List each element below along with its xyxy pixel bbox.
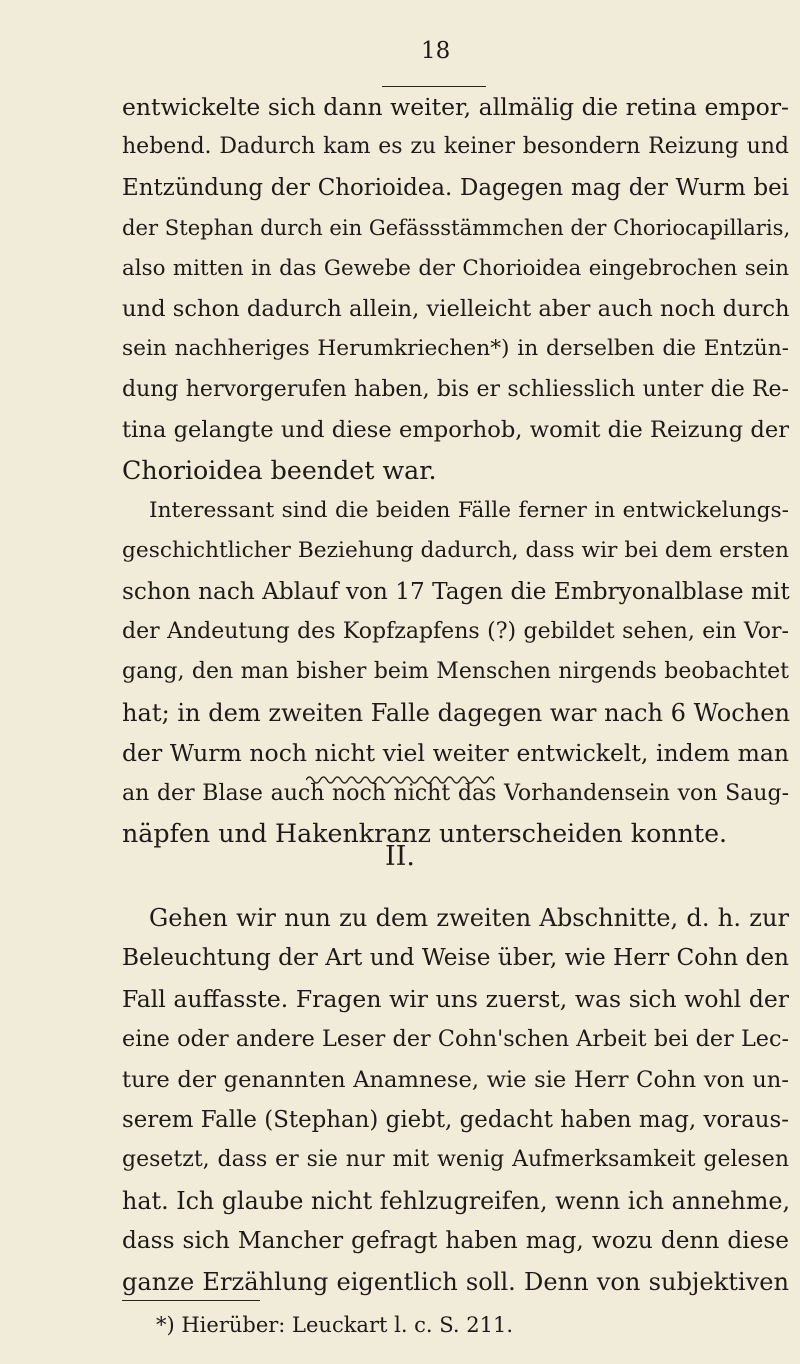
text-line: also mitten in das Gewebe der Chorioidea eingebrochen sein	[122, 255, 789, 281]
text-line: gesetzt, dass er sie nur mit wenig Aufmerksamkeit gelesen	[122, 1147, 789, 1173]
text-line: tina gelangte und diese emporhob, womit die Reizung der	[122, 417, 789, 444]
text-line: serem Falle (Stephan) giebt, gedacht haben mag, voraus-	[122, 1106, 789, 1133]
text-line: geschichtlicher Beziehung dadurch, dass wir bei dem ersten	[122, 538, 789, 564]
text-line: entwickelte sich dann weiter, allmälig die retina empor-	[122, 93, 789, 121]
text-line: Entzündung der Chorioidea. Dagegen mag der Wurm bei	[122, 174, 789, 201]
section-heading: II.	[385, 841, 415, 872]
page-number: 18	[421, 38, 451, 64]
text-line: Fall auffasste. Fragen wir uns zuerst, was sich wohl der	[122, 984, 789, 1013]
text-line: der Wurm noch nicht viel weiter entwickelt, indem man	[122, 739, 789, 768]
text-line: schon nach Ablauf von 17 Tagen die Embryonalblase mit	[122, 577, 790, 605]
text-line: und schon dadurch allein, vielleicht aber auch noch durch	[122, 295, 790, 322]
text-line: Interessant sind die beiden Fälle ferner in entwickelungs-	[149, 497, 789, 523]
text-line: hat; in dem zweiten Falle dagegen war nach 6 Wochen	[122, 698, 791, 727]
text-line: an der Blase auch noch nicht das Vorhandensein von Saug-	[122, 780, 789, 806]
text-line: eine oder andere Leser der Cohn'schen Arbeit bei der Lec-	[122, 1026, 789, 1053]
body-text-block-1	[122, 87, 789, 854]
text-line: sein nachheriges Herumkriechen*) in derselben die Entzün-	[122, 336, 789, 362]
text-line: hat. Ich glaube nicht fehlzugreifen, wenn ich annehme,	[122, 1186, 791, 1215]
text-line: hebend. Dadurch kam es zu keiner besondern Reizung und	[122, 134, 789, 160]
text-line: der Andeutung des Kopfzapfens (?) gebildet sehen, ein Vor-	[122, 619, 789, 645]
body-text-block-2	[122, 898, 789, 1302]
footnote-rule	[122, 1300, 260, 1301]
text-line: Chorioidea beendet war.	[122, 455, 437, 485]
text-line: ganze Erzählung eigentlich soll. Denn von subjektiven	[122, 1267, 789, 1296]
text-line: näpfen und Hakenkranz unterscheiden konnte.	[122, 819, 728, 849]
text-line: gang, den man bisher beim Menschen nirgends beobachtet	[122, 659, 789, 685]
ornament-divider	[306, 774, 494, 786]
text-line: Beleuchtung der Art und Weise über, wie Herr Cohn den	[122, 944, 789, 972]
text-line: dass sich Mancher gefragt haben mag, wozu denn diese	[122, 1227, 789, 1255]
text-line: Gehen wir nun zu dem zweiten Abschnitte, d. h. zur	[149, 904, 789, 932]
text-line: dung hervorgerufen haben, bis er schliesslich unter die Re-	[122, 376, 789, 402]
text-line: der Stephan durch ein Gefässstämmchen der Choriocapillaris,	[122, 215, 791, 241]
footnote: *) Hierüber: Leuckart l. c. S. 211.	[156, 1313, 514, 1337]
text-line: ture der genannten Anamnese, wie sie Herr Cohn von un-	[122, 1066, 789, 1093]
